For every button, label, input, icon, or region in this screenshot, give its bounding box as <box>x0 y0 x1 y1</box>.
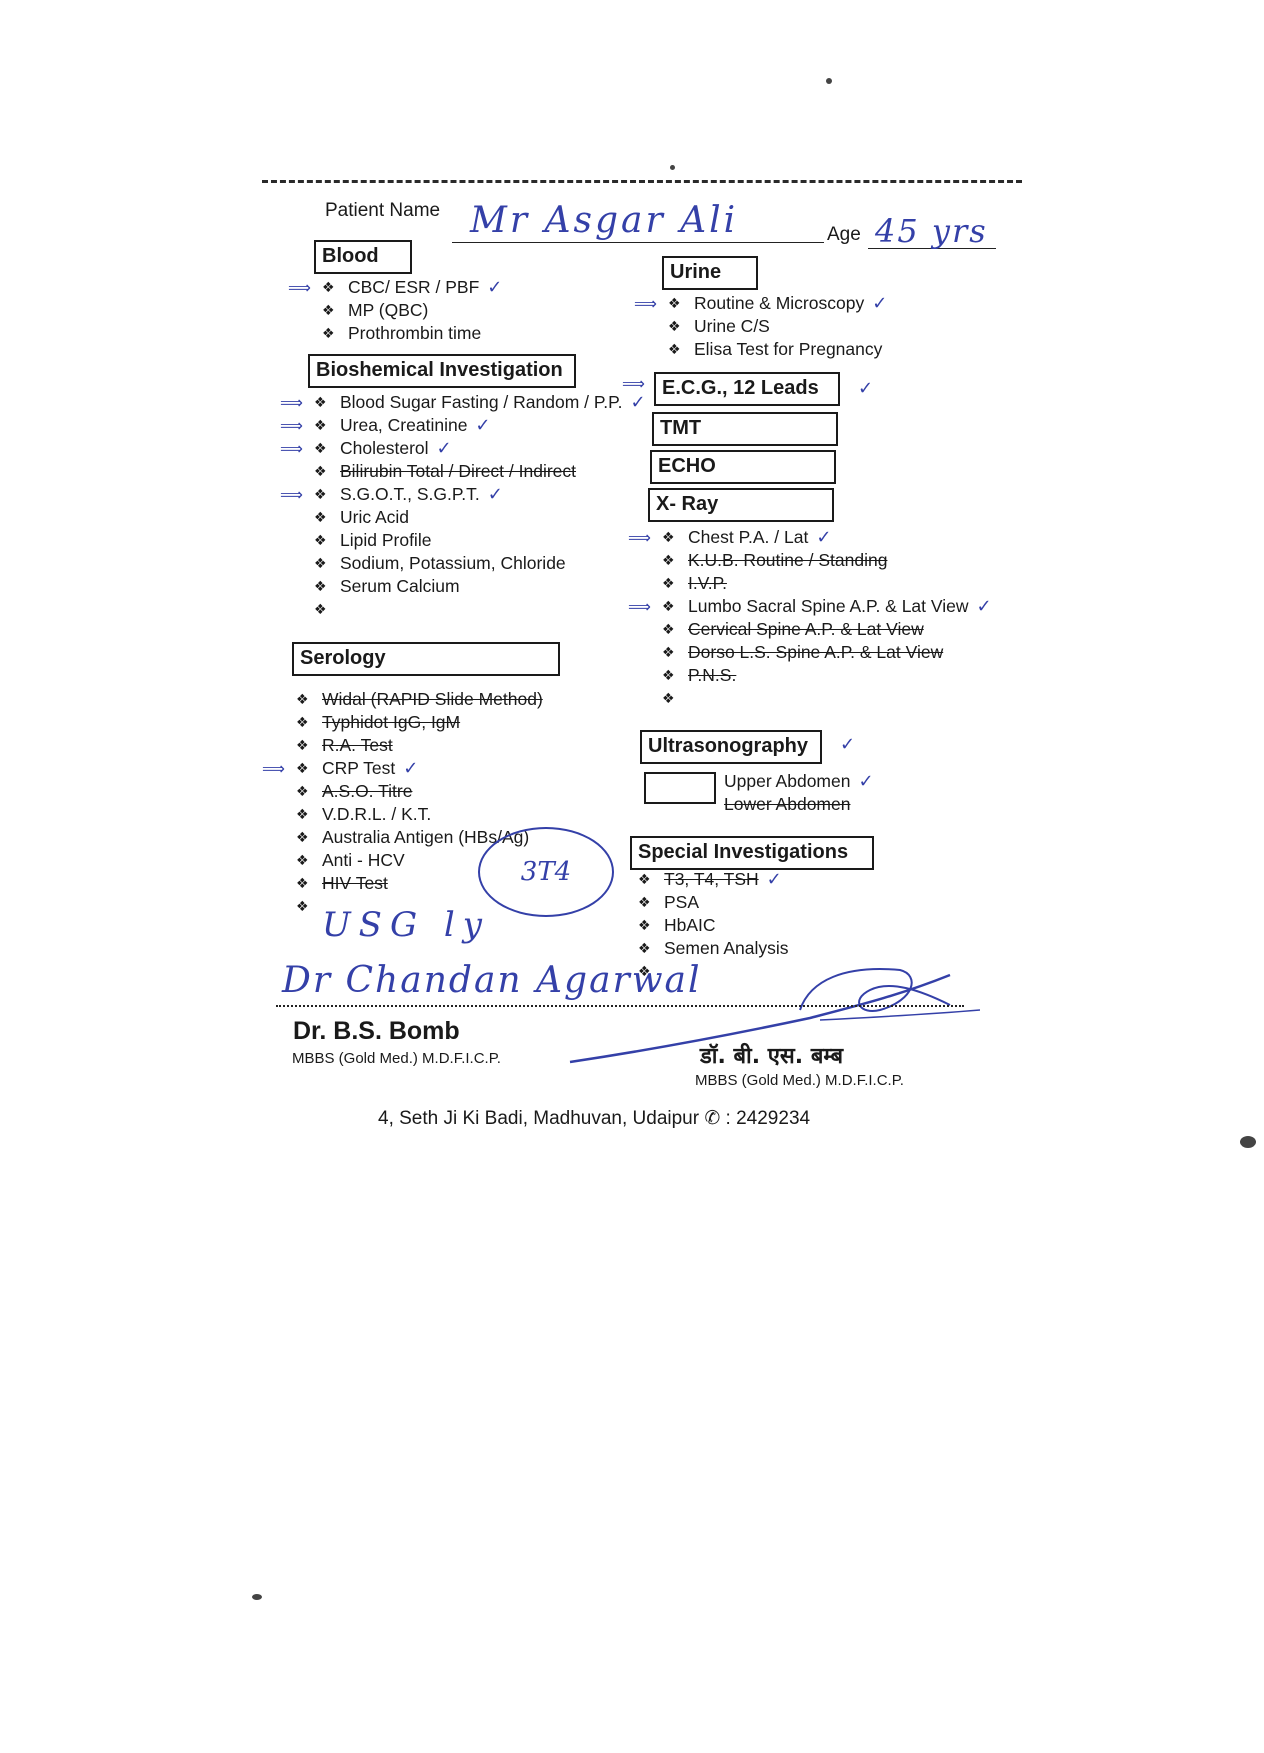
test-item[interactable]: ❖ Prothrombin time <box>322 322 502 345</box>
test-item[interactable]: ❖ Sodium, Potassium, Chloride <box>314 552 646 575</box>
checkmark-icon: ✓ <box>766 869 782 890</box>
section-ultrasonography-title: Ultrasonography <box>640 730 822 764</box>
check-arrow-icon: ❖ ⟹ <box>280 393 300 412</box>
checkmark-icon: ✓ <box>487 277 503 298</box>
test-item[interactable]: ❖ ⟹ Cholesterol ✓ <box>314 437 646 460</box>
check-arrow-icon: ⟹ <box>622 374 642 393</box>
test-item[interactable]: ❖ ⟹ Lumbo Sacral Spine A.P. & Lat View ✓ <box>662 595 992 618</box>
test-item[interactable]: ❖ Anti - HCV <box>296 849 543 872</box>
age-label: Age <box>827 224 861 245</box>
check-arrow-icon: ❖ ⟹ <box>280 485 300 504</box>
scan-speck <box>252 1594 262 1600</box>
test-item[interactable]: ❖ I.V.P. <box>662 572 992 595</box>
test-item[interactable]: ❖ Dorso L.S. Spine A.P. & Lat View <box>662 641 992 664</box>
scan-speck <box>826 78 832 84</box>
check-arrow-icon: ❖ ⟹ <box>634 294 654 313</box>
checkmark-icon: ✓ <box>858 771 874 792</box>
test-item-blank[interactable] <box>314 598 646 621</box>
test-item[interactable]: ❖ Typhidot IgG, IgM <box>296 711 543 734</box>
doctor-qualifications: MBBS (Gold Med.) M.D.F.I.C.P. <box>292 1050 501 1067</box>
test-item[interactable]: ❖ ⟹ Chest P.A. / Lat ✓ <box>662 526 992 549</box>
test-item[interactable]: ❖ MP (QBC) <box>322 299 502 322</box>
biochemical-test-list <box>280 391 646 621</box>
patient-name-value[interactable]: Mr Asgar Ali <box>470 200 739 241</box>
test-item[interactable]: ❖ ⟹ S.G.O.T., S.G.P.T. ✓ <box>314 483 646 506</box>
checkmark-icon: ✓ <box>630 392 646 413</box>
test-item[interactable]: ❖ A.S.O. Titre <box>296 780 543 803</box>
test-item[interactable]: ❖ K.U.B. Routine / Standing <box>662 549 992 572</box>
footer-divider <box>276 1005 964 1007</box>
section-serology-title: Serology <box>292 642 560 676</box>
handwritten-referral-doctor: Dr Chandan Agarwal <box>282 960 702 1001</box>
age-value[interactable]: 45 yrs <box>875 212 988 250</box>
doctor-qualifications-hindi-side: MBBS (Gold Med.) M.D.F.I.C.P. <box>695 1072 904 1089</box>
section-ecg-title[interactable]: E.C.G., 12 Leads <box>654 372 840 406</box>
section-blood-title: Blood <box>314 240 412 274</box>
patient-name-line <box>452 242 824 243</box>
section-urine-title: Urine <box>662 256 758 290</box>
ultrasonography-options <box>724 770 874 816</box>
section-special-investigations-title: Special Investigations <box>630 836 874 870</box>
test-item[interactable]: ❖ Australia Antigen (HBs/Ag) <box>296 826 543 849</box>
section-echo-title[interactable]: ECHO <box>650 450 836 484</box>
scan-speck <box>1240 1136 1256 1148</box>
test-item[interactable]: Upper Abdomen ✓ <box>724 771 874 792</box>
blood-test-list <box>288 276 503 345</box>
check-arrow-icon: ❖ ⟹ <box>628 597 648 616</box>
test-item[interactable]: ❖ T3, T4, TSH ✓ <box>638 868 789 891</box>
test-item[interactable]: ❖ R.A. Test <box>296 734 543 757</box>
test-item[interactable]: ❖ Elisa Test for Pregnancy <box>668 338 887 361</box>
test-item-blank[interactable] <box>662 687 992 710</box>
ultrasonography-bracket <box>644 772 716 804</box>
check-arrow-icon: ❖ ⟹ <box>262 759 282 778</box>
checkmark-icon: ✓ <box>858 378 874 399</box>
handwritten-circled-note: 3T4 <box>478 827 614 917</box>
test-item[interactable]: ❖ Urine C/S <box>668 315 887 338</box>
test-item[interactable]: ❖ V.D.R.L. / K.T. <box>296 803 543 826</box>
test-item[interactable]: Lower Abdomen <box>724 794 851 814</box>
xray-test-list <box>628 526 992 710</box>
section-biochemical-title: Bioshemical Investigation <box>308 354 576 388</box>
test-item[interactable]: ❖ Uric Acid <box>314 506 646 529</box>
test-item[interactable]: ❖ ⟹ Routine & Microscopy ✓ <box>668 292 887 315</box>
test-item[interactable]: ❖ PSA <box>638 891 789 914</box>
checkmark-icon: ✓ <box>487 484 503 505</box>
test-item[interactable]: ❖ P.N.S. <box>662 664 992 687</box>
urine-test-list <box>634 292 888 361</box>
section-xray-title: X- Ray <box>648 488 834 522</box>
handwritten-usg-note: USG ly <box>322 905 490 945</box>
test-item[interactable]: ❖ Serum Calcium <box>314 575 646 598</box>
test-item[interactable]: ❖ ⟹ CBC/ ESR / PBF ✓ <box>322 276 502 299</box>
form-tear-line <box>262 180 1022 183</box>
check-arrow-icon: ❖ ⟹ <box>628 528 648 547</box>
check-arrow-icon: ❖ ⟹ <box>280 439 300 458</box>
checkmark-icon: ✓ <box>436 438 452 459</box>
doctor-name: Dr. B.S. Bomb <box>293 1017 460 1045</box>
patient-name-label: Patient Name <box>325 200 441 221</box>
test-item[interactable]: ❖ Semen Analysis <box>638 937 789 960</box>
test-item[interactable]: ❖ Widal (RAPID Slide Method) <box>296 688 543 711</box>
test-item[interactable]: ❖ Bilirubin Total / Direct / Indirect <box>314 460 646 483</box>
test-item[interactable]: ❖ HbAIC <box>638 914 789 937</box>
checkmark-icon: ✓ <box>840 734 856 755</box>
test-item[interactable]: ❖ ⟹ Blood Sugar Fasting / Random / P.P. ✓ <box>314 391 646 414</box>
test-item[interactable]: ❖ ⟹ CRP Test ✓ <box>296 757 543 780</box>
check-arrow-icon: ❖ ⟹ <box>288 278 308 297</box>
check-arrow-icon: ❖ ⟹ <box>280 416 300 435</box>
clinic-address: 4, Seth Ji Ki Badi, Madhuvan, Udaipur ✆ : 2429234 <box>378 1108 811 1129</box>
checkmark-icon: ✓ <box>872 293 888 314</box>
test-item[interactable]: ❖ Cervical Spine A.P. & Lat View <box>662 618 992 641</box>
checkmark-icon: ✓ <box>976 596 992 617</box>
checkmark-icon: ✓ <box>475 415 491 436</box>
test-item[interactable]: ❖ ⟹ Urea, Creatinine ✓ <box>314 414 646 437</box>
doctor-name-hindi: डॉ. बी. एस. बम्ब <box>700 1044 844 1069</box>
checkmark-icon: ✓ <box>816 527 832 548</box>
test-item[interactable]: ❖ HIV Test <box>296 872 543 895</box>
section-tmt-title[interactable]: TMT <box>652 412 838 446</box>
test-item[interactable]: ❖ Lipid Profile <box>314 529 646 552</box>
scan-speck <box>670 165 675 170</box>
checkmark-icon: ✓ <box>403 758 419 779</box>
